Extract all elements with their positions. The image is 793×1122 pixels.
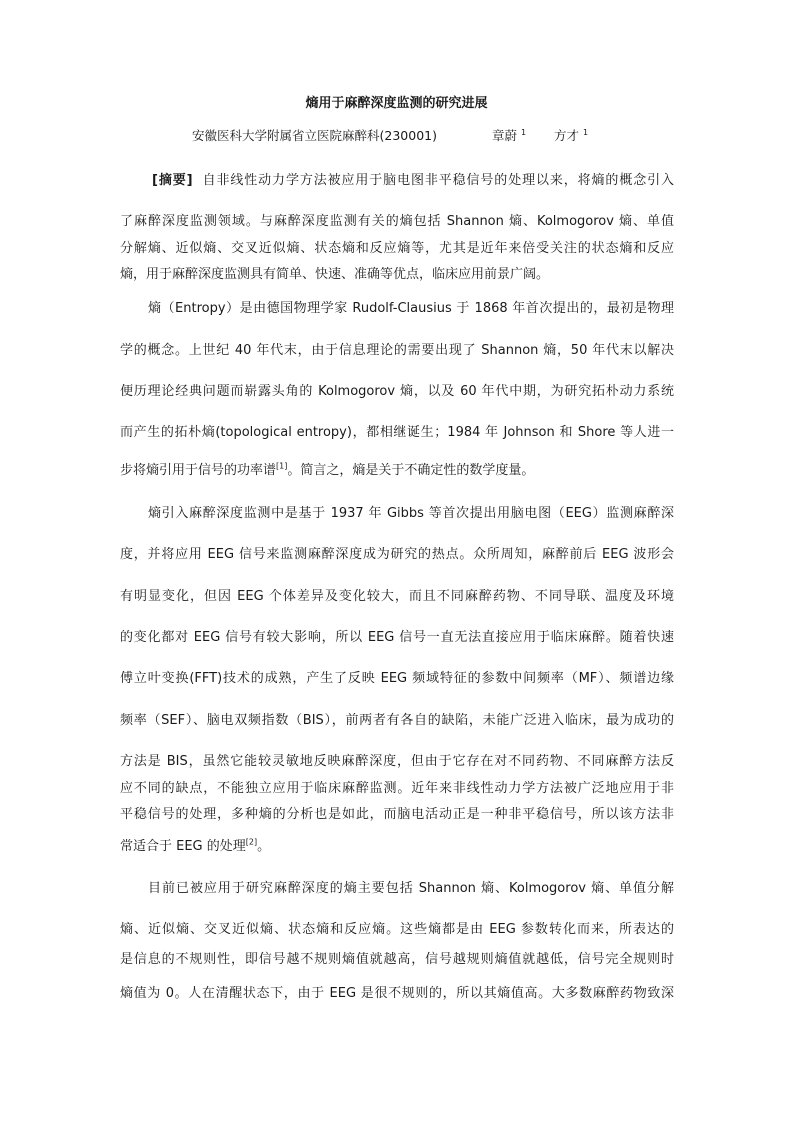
text-line: 常适合于 EEG 的处理[2]。: [120, 838, 271, 854]
author-1: [492, 127, 554, 145]
text-line: 而产生的拓朴熵(topological entropy)，都相继诞生；1984 年 Johnson 和 Shore 等人进一: [120, 425, 674, 440]
text-line: 应不同的缺点，不能独立应用于临床麻醉监测。近年来非线性动力学方法被广泛地应用于非: [120, 781, 674, 796]
affiliation: 安徽医科大学附属省立医院麻醉科(230001): [192, 128, 437, 143]
affiliation-line: [192, 127, 612, 145]
text-line: 的变化都对 EEG 信号有较大影响，所以 EEG 信号一直无法直接应用于临床麻醉。随着快速: [120, 630, 674, 645]
text-line: 便历理论经典问题而崭露头角的 Kolmogorov 熵，以及 60 年代中期，为研究拓朴动力系统: [120, 384, 674, 399]
abstract-label: [摘要]: [152, 173, 193, 188]
citation-2: [2]: [245, 838, 258, 847]
text-line: 熵引入麻醉深度监测中是基于 1937 年 Gibbs 等首次提出用脑电图（EEG）监测麻醉深: [148, 506, 674, 521]
citation-1: [1]: [276, 462, 288, 471]
text-line: 是信息的不规则性，即信号越不规则熵值就越高，信号越规则熵值就越低，信号完全规则时: [120, 952, 674, 967]
text-line: 熵，用于麻醉深度监测具有简单、快速、准确等优点，临床应用前景广阔。: [120, 267, 550, 282]
text-line: 了麻醉深度监测领域。与麻醉深度监测有关的熵包括 Shannon 熵、Kolmogorov 熵、单值: [120, 214, 674, 229]
text-line: 学的概念。上世纪 40 年代末，由于信息理论的需要出现了 Shannon 熵，50 年代末以解决: [120, 343, 674, 358]
abstract-line: [摘要] 自非线性动力学方法被应用于脑电图非平稳信号的处理以来，将熵的概念引入: [152, 173, 674, 188]
text-line: 步将熵引用于信号的功率谱[1]。简言之，熵是关于不确定性的数学度量。: [120, 462, 535, 478]
author-1-sup: 1: [521, 127, 527, 137]
text-line: 有明显变化，但因 EEG 个体差异及变化较大，而且不同麻醉药物、不同导联、温度及环境: [120, 589, 674, 604]
text-line: 频率（SEF）、脑电双频指数（BIS），前两者有各自的缺陷，未能广泛进入临床，最为成功的: [120, 713, 674, 728]
text-line: 熵值为 0。人在清醒状态下，由于 EEG 是很不规则的，所以其熵值高。大多数麻醉药物致深: [120, 986, 674, 1001]
text-line: 方法是 BIS，虽然它能较灵敏地反映麻醉深度，但由于它存在对不同药物、不同麻醉方法反: [120, 754, 674, 769]
text-line: 傅立叶变换(FFT)技术的成熟，产生了反映 EEG 频域特征的参数中间频率（MF）、频谱边缘: [120, 671, 674, 686]
author-2: [554, 127, 588, 145]
text-line: 熵（Entropy）是由德国物理学家 Rudolf-Clausius 于 1868 年首次提出的，最初是物理: [148, 301, 674, 316]
text-line: 平稳信号的处理，多种熵的分析也是如此，而脑电活动正是一种非平稳信号，所以该方法非: [120, 807, 674, 822]
author-2-name: 方才: [554, 128, 580, 143]
text-line: 目前已被应用于研究麻醉深度的熵主要包括 Shannon 熵、Kolmogorov 熵、单值分解: [148, 881, 674, 896]
paper-title: 熵用于麻醉深度监测的研究进展: [305, 96, 488, 111]
text-line: 度，并将应用 EEG 信号来监测麻醉深度成为研究的热点。众所周知，麻醉前后 EEG 波形会: [120, 547, 674, 562]
text-line: 分解熵、近似熵、交叉近似熵、状态熵和反应熵等，尤其是近年来倍受关注的状态熵和反应: [120, 241, 674, 256]
text-line: 熵、近似熵、交叉近似熵、状态熵和反应熵。这些熵都是由 EEG 参数转化而来，所表达的: [120, 922, 674, 937]
author-1-name: 章蔚: [492, 128, 518, 143]
author-2-sup: 1: [583, 127, 589, 137]
